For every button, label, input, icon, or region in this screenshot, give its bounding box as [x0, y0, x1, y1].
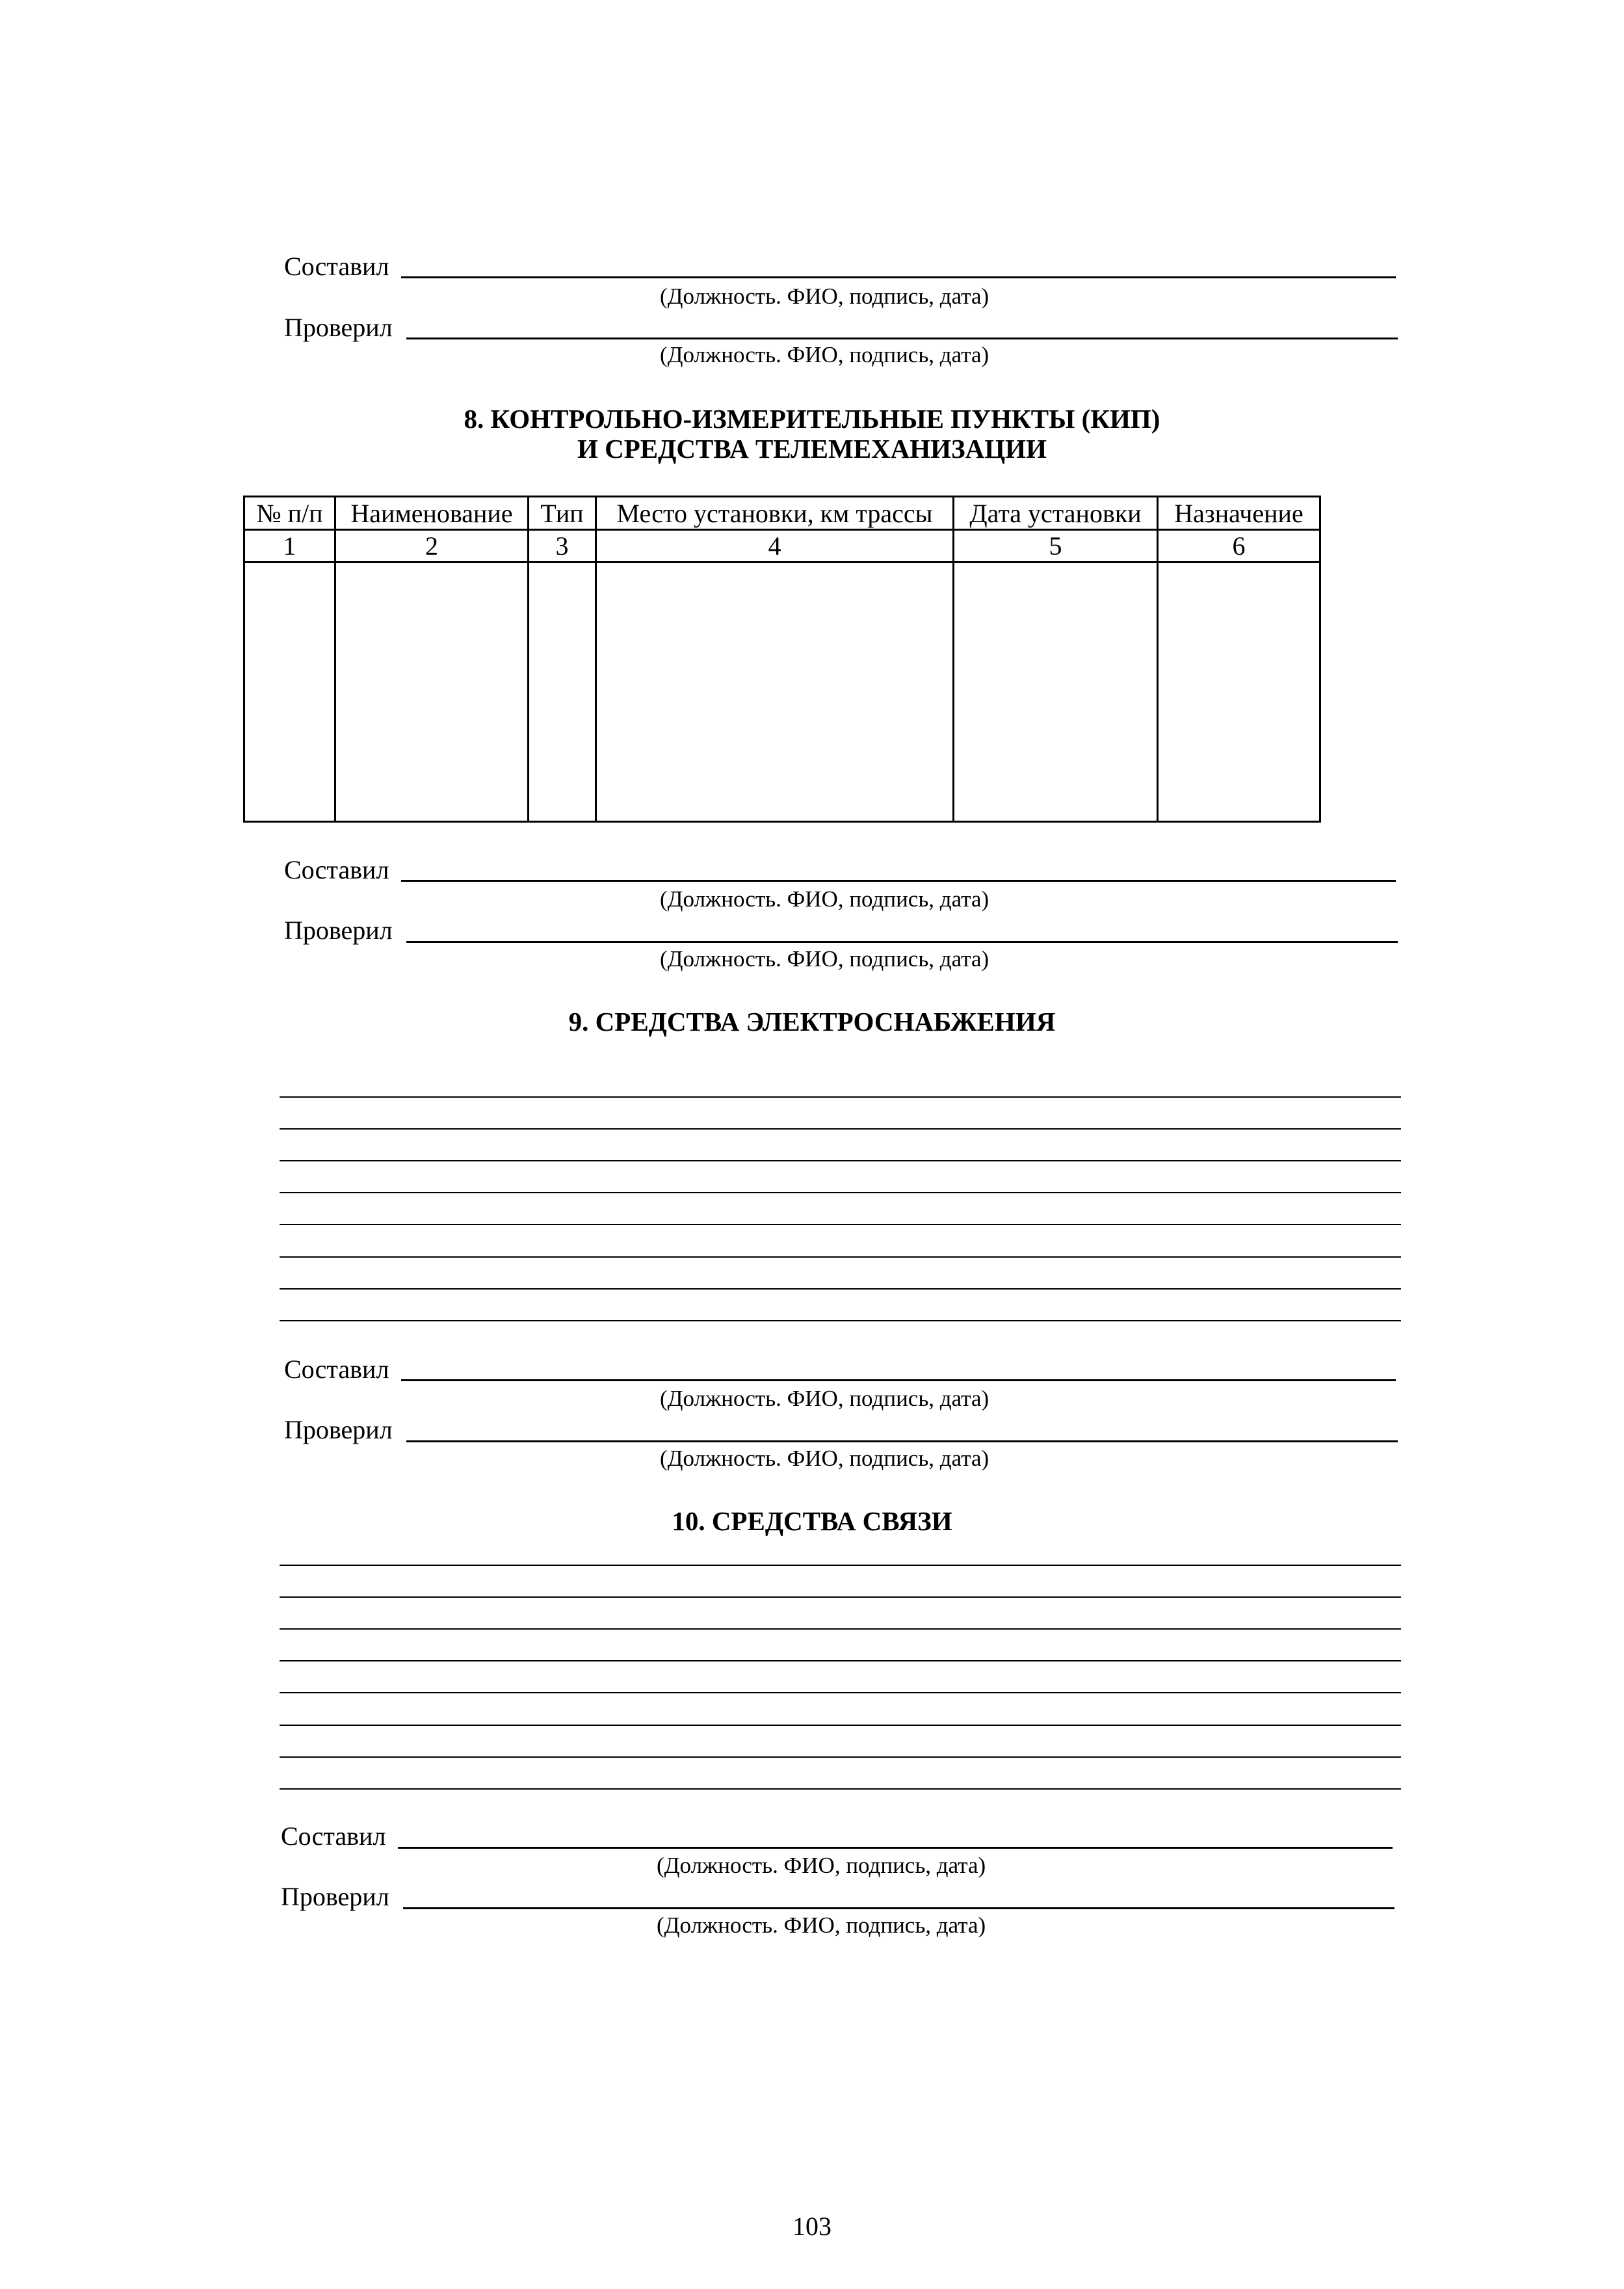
ruled-line[interactable] — [280, 1788, 1401, 1790]
col-header-location: Место установки, км трассы — [596, 497, 954, 530]
col-header-number: № п/п — [244, 497, 335, 530]
table-cell[interactable] — [335, 562, 529, 822]
compiled-signature-line[interactable] — [401, 276, 1396, 278]
compiled-hint: (Должность. ФИО, подпись, дата) — [660, 284, 989, 309]
compiled-label: Составил — [281, 1821, 386, 1851]
ruled-line[interactable] — [280, 1692, 1401, 1693]
table-cell[interactable] — [596, 562, 954, 822]
checked-signature-line[interactable] — [406, 1440, 1398, 1442]
compiled-label: Составил — [284, 252, 389, 281]
ruled-line[interactable] — [280, 1256, 1401, 1258]
section9-title: 9. СРЕДСТВА ЭЛЕКТРОСНАБЖЕНИЯ — [568, 1007, 1056, 1037]
checked-hint: (Должность. ФИО, подпись, дата) — [660, 946, 989, 972]
table-cell[interactable] — [529, 562, 596, 822]
col-number-1: 1 — [244, 530, 335, 562]
col-header-date: Дата установки — [954, 497, 1158, 530]
section8-title-line2: И СРЕДСТВА ТЕЛЕМЕХАНИЗАЦИИ — [577, 434, 1047, 464]
ruled-line[interactable] — [280, 1288, 1401, 1290]
table-cell[interactable] — [954, 562, 1158, 822]
compiled-signature-line[interactable] — [398, 1847, 1393, 1849]
compiled-hint: (Должность. ФИО, подпись, дата) — [657, 1853, 986, 1878]
compiled-signature-line[interactable] — [401, 880, 1396, 882]
compiled-signature-line[interactable] — [401, 1379, 1396, 1381]
col-number-6: 6 — [1158, 530, 1320, 562]
ruled-line[interactable] — [280, 1660, 1401, 1661]
ruled-line[interactable] — [280, 1628, 1401, 1630]
ruled-line[interactable] — [280, 1160, 1401, 1161]
compiled-label: Составил — [284, 855, 389, 884]
compiled-label: Составил — [284, 1355, 389, 1384]
ruled-line[interactable] — [280, 1596, 1401, 1598]
table-numbering-row — [244, 530, 1320, 562]
ruled-line[interactable] — [280, 1128, 1401, 1130]
checked-hint: (Должность. ФИО, подпись, дата) — [660, 1446, 989, 1471]
ruled-line[interactable] — [280, 1565, 1401, 1566]
col-number-3: 3 — [529, 530, 596, 562]
checked-signature-line[interactable] — [406, 941, 1398, 943]
col-header-name: Наименование — [335, 497, 529, 530]
ruled-line[interactable] — [280, 1192, 1401, 1193]
col-number-5: 5 — [954, 530, 1158, 562]
ruled-line[interactable] — [280, 1320, 1401, 1321]
col-header-type: Тип — [529, 497, 596, 530]
ruled-line[interactable] — [280, 1725, 1401, 1726]
page-number: 103 — [792, 2212, 832, 2241]
col-number-2: 2 — [335, 530, 529, 562]
section8-title-line1: 8. КОНТРОЛЬНО-ИЗМЕРИТЕЛЬНЫЕ ПУНКТЫ (КИП) — [464, 404, 1160, 434]
col-header-purpose: Назначение — [1158, 497, 1320, 530]
checked-label: Проверил — [284, 1415, 393, 1444]
ruled-line[interactable] — [280, 1756, 1401, 1758]
kip-table — [243, 496, 1321, 823]
section10-title: 10. СРЕДСТВА СВЯЗИ — [672, 1506, 952, 1536]
checked-signature-line[interactable] — [406, 337, 1398, 339]
checked-hint: (Должность. ФИО, подпись, дата) — [657, 1912, 986, 1938]
ruled-line[interactable] — [280, 1224, 1401, 1225]
ruled-line[interactable] — [280, 1096, 1401, 1098]
table-cell[interactable] — [244, 562, 335, 822]
checked-label: Проверил — [284, 916, 393, 945]
col-number-4: 4 — [596, 530, 954, 562]
table-row — [244, 562, 1320, 822]
checked-label: Проверил — [284, 313, 393, 342]
table-header-row — [244, 497, 1320, 530]
table-cell[interactable] — [1158, 562, 1320, 822]
checked-label: Проверил — [281, 1882, 389, 1911]
compiled-hint: (Должность. ФИО, подпись, дата) — [660, 1386, 989, 1411]
compiled-hint: (Должность. ФИО, подпись, дата) — [660, 886, 989, 912]
checked-hint: (Должность. ФИО, подпись, дата) — [660, 342, 989, 367]
checked-signature-line[interactable] — [403, 1907, 1395, 1909]
